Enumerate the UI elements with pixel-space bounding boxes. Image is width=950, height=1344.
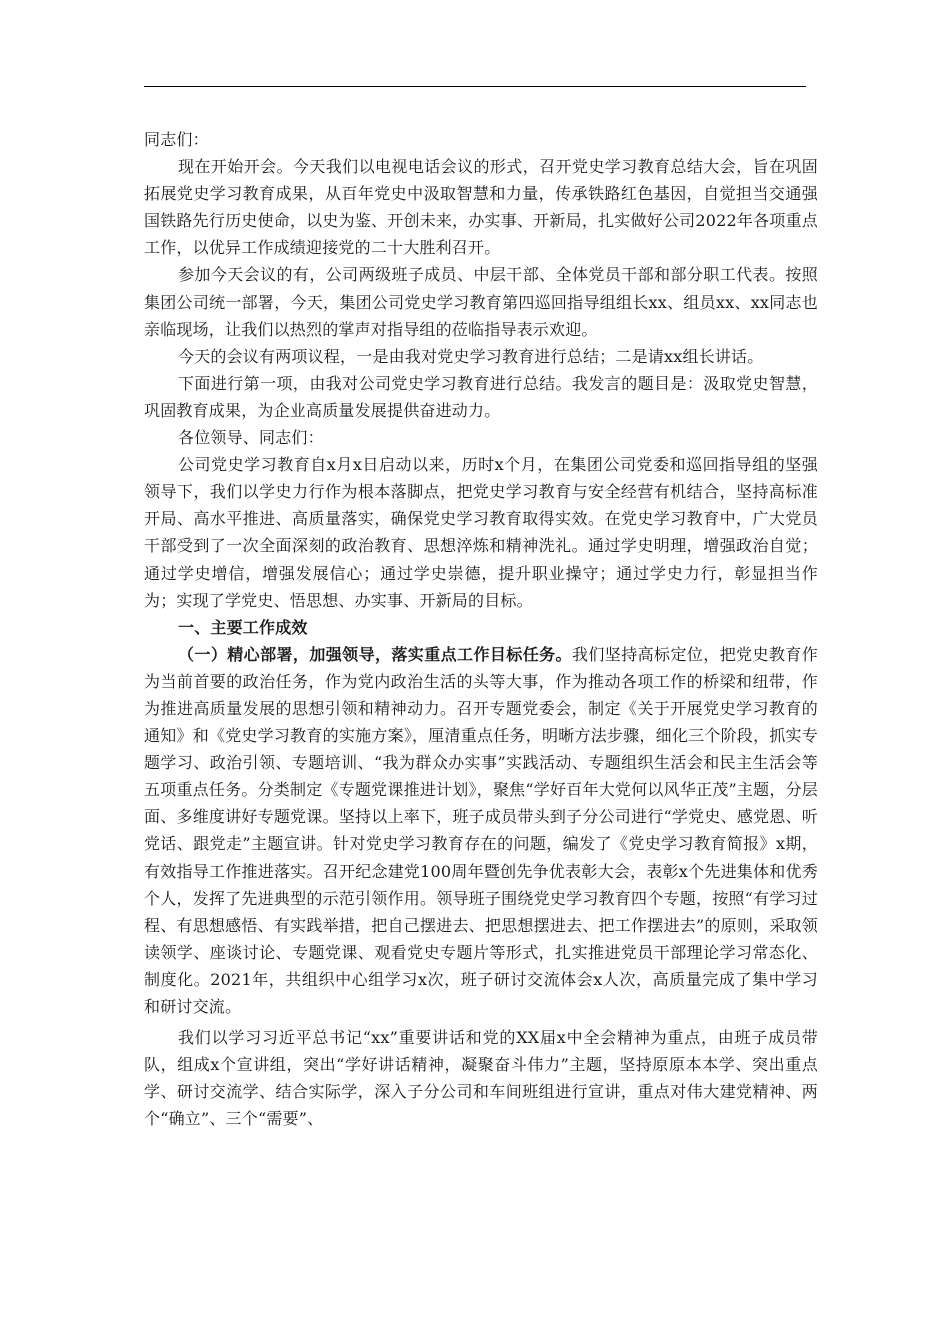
paragraph-greeting: 各位领导、同志们：	[178, 428, 324, 448]
paragraph-agenda: 今天的会议有两项议程，一是由我对党史学习教育进行总结；二是请xx组长讲话。	[178, 346, 764, 366]
section-heading: 一、主要工作成效	[178, 617, 308, 637]
header-rule	[144, 86, 806, 87]
salutation: 同志们：	[144, 130, 209, 149]
subsection-heading: （一）精心部署，加强领导，落实重点工作目标任务。	[178, 644, 572, 664]
document-body	[144, 126, 818, 1132]
paragraph-first-item: 下面进行第一项，由我对公司党史学习教育进行总结。我发言的题目是：汲取党史智慧，巩固教育成果，为企业高质量发展提供奋进动力。	[144, 373, 818, 420]
subsection-paragraph	[144, 641, 818, 1020]
paragraph-closing: 我们以学习习近平总书记“xx”重要讲话和党的XX届x中全会精神为重点，由班子成员带队，组成x个宣讲组，突出“学好讲话精神，凝聚奋斗伟力”主题，坚持原原本本学、突出重点学、研讨交流学、结合实际学，深入子分公司和车间班组进行宣讲，重点对伟大建党精神、两个“确立”、三个“需要”、	[144, 1028, 818, 1129]
subsection-body: 我们坚持高标定位，把党史教育作为当前首要的政治任务，作为党内政治生活的头等大事，作为推动各项工作的桥梁和纽带，作为推进高质量发展的思想引领和精神动力。召开专题党委会，制定《关于开展党史学习教育的通知》和《党史学习教育的实施方案》，厘清重点任务，明晰方法步骤，细化三个阶段，抓实专题学习、政治引领、专题培训、“我为群众办实事”实践活动、专题组织生活会和民主生活会等五项重点任务。分类制定《专题党课推进计划》，聚焦“学好百年大党何以风华正茂”主题，分层面、多维度讲好专题党课。坚持以上率下，班子成员带头到子分公司进行“学党史、感党恩、听党话、跟党走”主题宣讲。针对党史学习教育存在的问题，编发了《党史学习教育简报》x期，有效指导工作推进落实。召开纪念建党100周年暨创先争优表彰大会，表彰x个先进集体和优秀个人，发挥了先进典型的示范引领作用。领导班子围绕党史学习教育四个专题，按照“有学习过程、有思想感悟、有实践举措，把自己摆进去、把思想摆进去、把工作摆进去”的原则，采取领读领学、座谈讨论、专题党课、观看党史专题片等形式，扎实推进党员干部理论学习常态化、制度化。2021年，共组织中心组学习x次，班子研讨交流体会x人次，高质量完成了集中学习和研讨交流。	[144, 644, 818, 1016]
paragraph-summary: 公司党史学习教育自x月x日启动以来，历时x个月，在集团公司党委和巡回指导组的坚强领导下，我们以学史力行作为根本落脚点，把党史学习教育与安全经营有机结合，坚持高标准开局、高水平推进、高质量落实，确保党史学习教育取得实效。在党史学习教育中，广大党员干部受到了一次全面深刻的政治教育、思想淬炼和精神洗礼。通过学史明理，增强政治自觉；通过学史增信，增强发展信心；通过学史崇德，提升职业操守；通过学史力行，彰显担当作为；实现了学党史、悟思想、办实事、开新局的目标。	[144, 455, 818, 610]
paragraph-attendees: 参加今天会议的有，公司两级班子成员、中层干部、全体党员干部和部分职工代表。按照集团公司统一部署，今天，集团公司党史学习教育第四巡回指导组组长xx、组员xx、xx同志也亲临现场，让我们以热烈的掌声对指导组的莅临指导表示欢迎。	[144, 265, 818, 339]
paragraph-opening: 现在开始开会。今天我们以电视电话会议的形式，召开党史学习教育总结大会，旨在巩固拓展党史学习教育成果，从百年党史中汲取智慧和力量，传承铁路红色基因，自觉担当交通强国铁路先行历史使命，以史为鉴、开创未来，办实事、开新局，扎实做好公司2022年各项重点工作，以优异工作成绩迎接党的二十大胜利召开。	[144, 157, 818, 258]
